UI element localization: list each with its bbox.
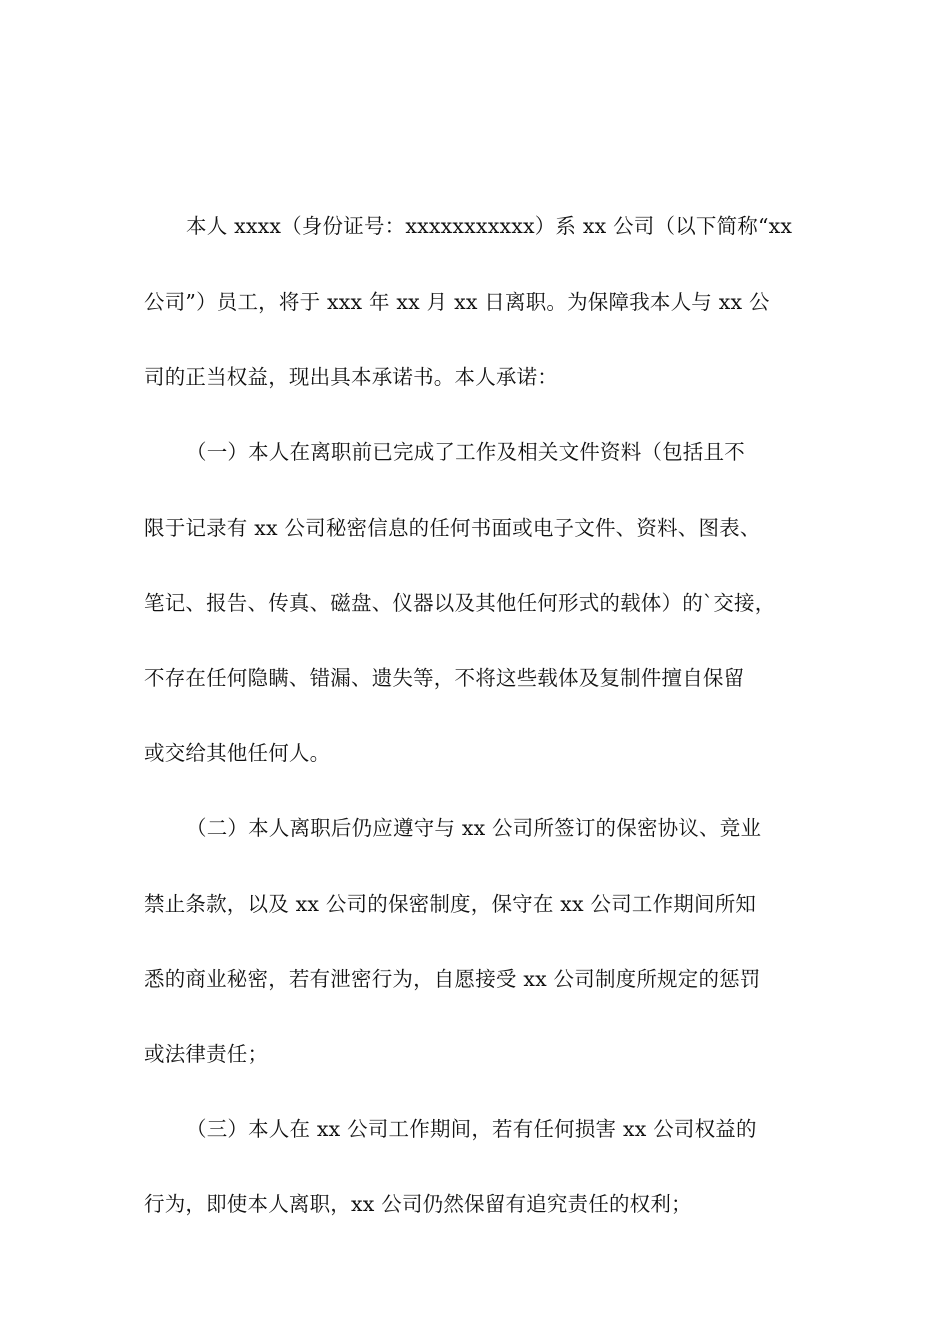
clause-1-line-4: 不存在任何隐瞒、错漏、遗失等，不将这些载体及复制件擅自保留 [144,666,745,690]
clause-1-line-5: 或交给其他任何人。 [144,741,331,765]
clause-1-line-3: 笔记、报告、传真、磁盘、仪器以及其他任何形式的载体）的`交接， [144,591,776,615]
clause-2-line-2: 禁止条款，以及 xx 公司的保密制度，保守在 xx 公司工作期间所知 [144,892,757,916]
clause-2-line-4: 或法律责任； [144,1042,269,1066]
paragraph-intro-line-3: 司的正当权益，现出具本承诺书。本人承诺： [144,365,558,389]
clause-3-line-1: （三）本人在 xx 公司工作期间，若有任何损害 xx 公司权益的 [186,1117,757,1141]
clause-1-line-2: 限于记录有 xx 公司秘密信息的任何书面或电子文件、资料、图表、 [144,516,761,540]
clause-1-line-1: （一）本人在离职前已完成了工作及相关文件资料（包括且不 [186,440,745,464]
clause-2-line-3: 悉的商业秘密，若有泄密行为，自愿接受 xx 公司制度所规定的惩罚 [144,967,761,991]
clause-3-line-2: 行为，即使本人离职，xx 公司仍然保留有追究责任的权利； [144,1192,692,1216]
paragraph-intro-line-1: 本人 xxxx（身份证号：xxxxxxxxxxx）系 xx 公司（以下简称“xx [186,214,793,238]
clause-2-line-1: （二）本人离职后仍应遵守与 xx 公司所签订的保密协议、竞业 [186,816,762,840]
paragraph-intro-line-2: 公司”）员工，将于 xxx 年 xx 月 xx 日离职。为保障我本人与 xx 公 [144,290,770,314]
